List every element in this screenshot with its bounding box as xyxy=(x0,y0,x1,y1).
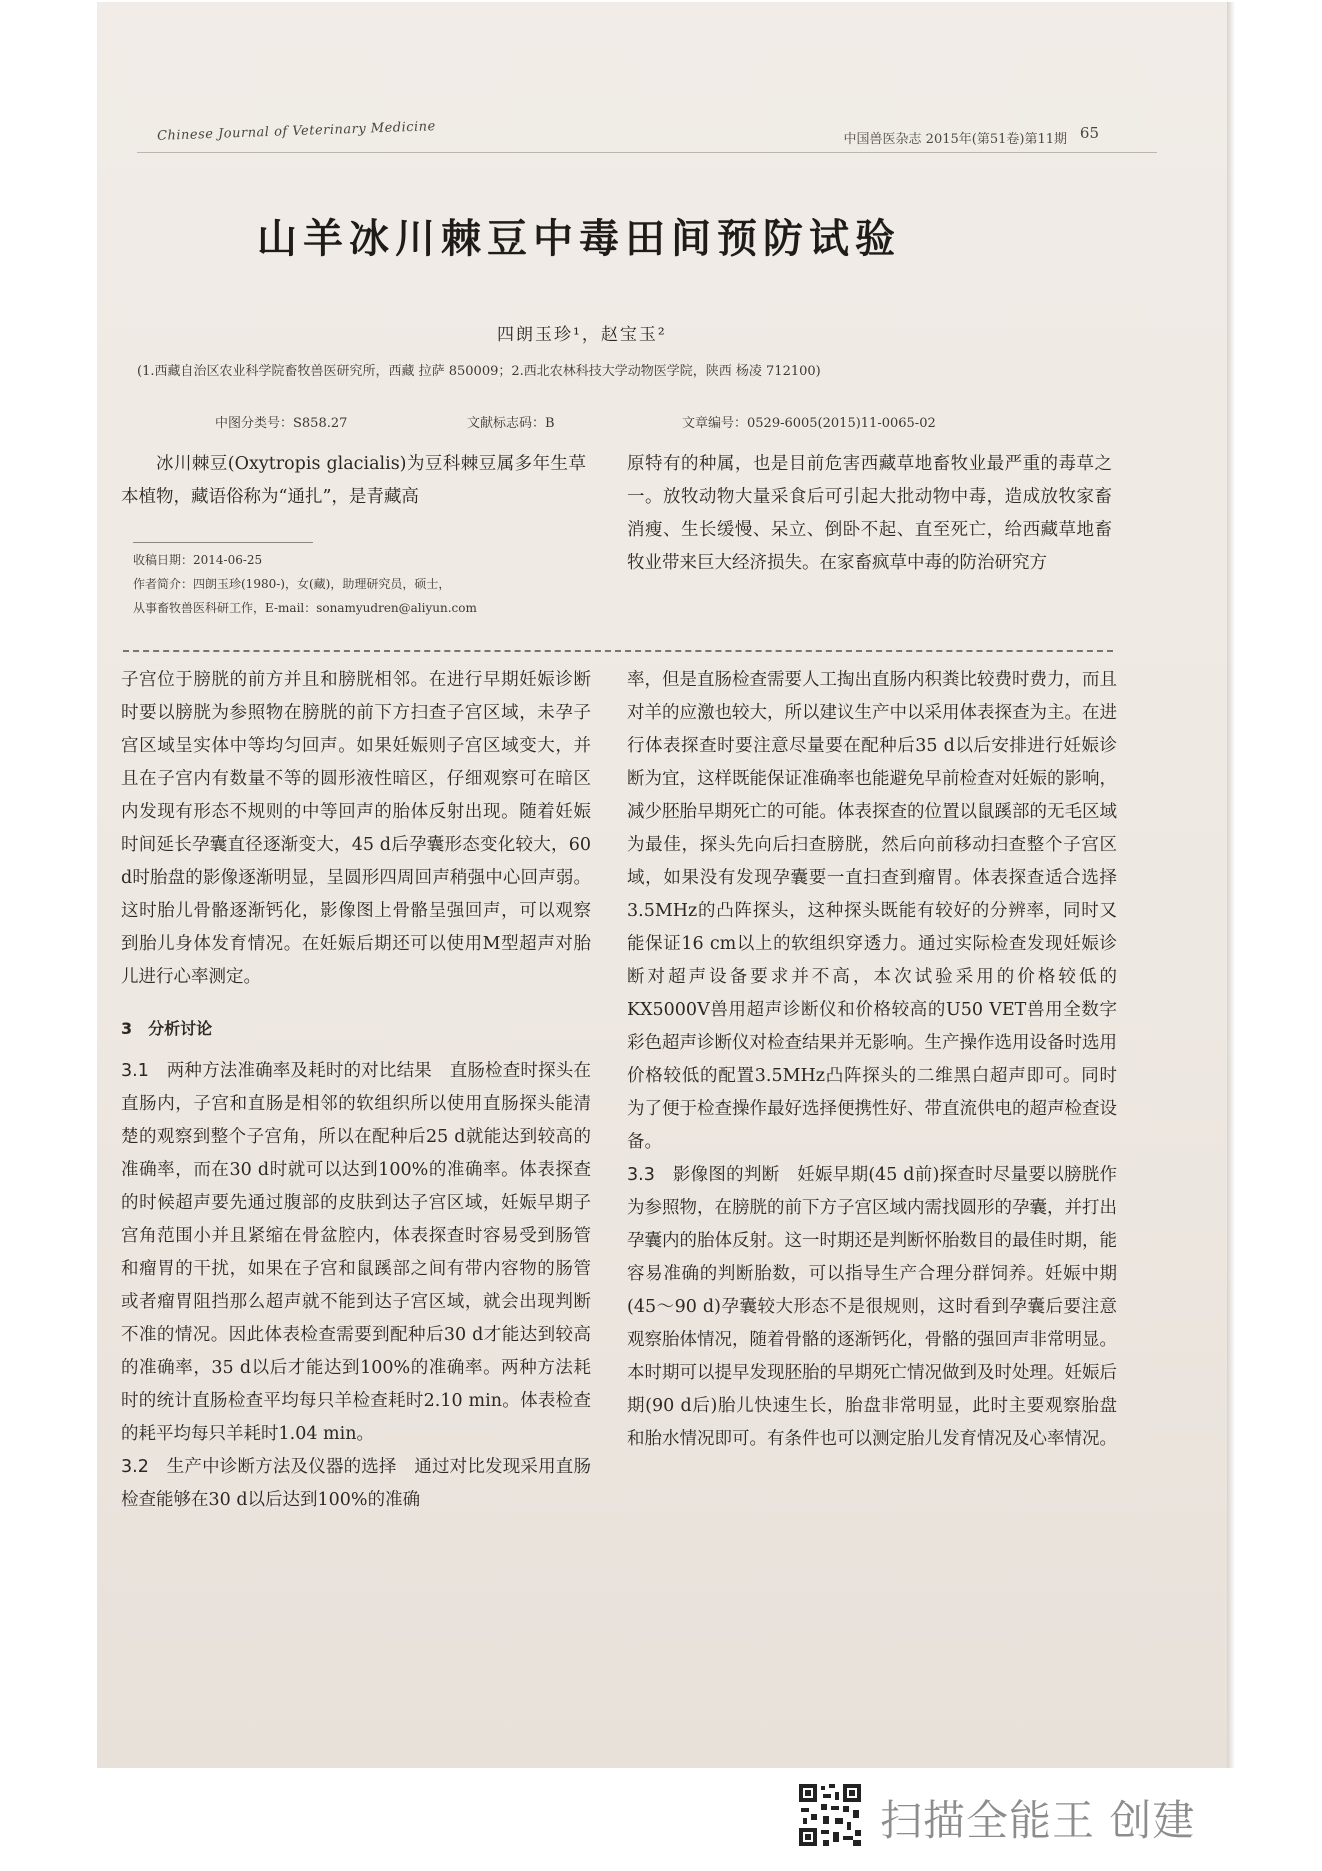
subsection-heading-3-3: 3.3 影像图的判断 xyxy=(627,1165,780,1185)
paragraph-3-3 xyxy=(627,1159,1117,1456)
left-column xyxy=(121,664,591,1517)
paragraph-3-1 xyxy=(121,1055,591,1451)
page-break-dashed-rule xyxy=(123,650,1113,652)
received-date: 收稿日期：2014-06-25 xyxy=(133,553,263,567)
scanner-watermark-text: 扫描全能王 创建 xyxy=(880,1796,1196,1845)
page-number: 65 xyxy=(1079,124,1099,142)
subsection-text-3-1: 直肠检查时探头在直肠内，子宫和直肠是相邻的软组织所以使用直肠探头能清楚的观察到整个子宫角，所以在配种后25 d就能达到较高的准确率，而在30 d时就可以达到100%的准确率。体表探查的时候超声要先通过腹部的皮肤到达子宫区域，妊娠早期子宫角范围小并且紧缩在骨盆腔内，体表探查时容易受到肠管和瘤胃的干扰，如果在子宫和鼠蹊部之间有带内容物的肠管或者瘤胃阻挡那么超声就不能到达子宫区域，就会出现判断不准的情况。因此体表检查需要到配种后30 d才能达到较高的准确率，35 d以后才能达到100%的准确率。两种方法耗时的统计直肠检查平均每只羊检查耗时2.10 min。体表检查的耗平均每只羊耗时1.04 min。 xyxy=(121,1061,591,1444)
qr-code-icon xyxy=(797,1782,863,1848)
paragraph-ultrasound-findings: 子宫位于膀胱的前方并且和膀胱相邻。在进行早期妊娠诊断时要以膀胱为参照物在膀胱的前下方扫查子宫区域，未孕子宫区域呈实体中等均匀回声。如果妊娠则子宫区域变大，并且在子宫内有数量不等的圆形液性暗区，仔细观察可在暗区内发现有形态不规则的中等回声的胎体反射出现。随着妊娠时间延长孕囊直径逐渐变大，45 d后孕囊形态变化较大，60 d时胎盘的影像逐渐明显，呈圆形四周回声稍强中心回声弱。这时胎儿骨骼逐渐钙化，影像图上骨骼呈强回声，可以观察到胎儿身体发育情况。在妊娠后期还可以使用M型超声对胎儿进行心率测定。 xyxy=(121,670,591,987)
authors: 四朗玉珍¹，赵宝玉² xyxy=(497,325,667,345)
subsection-heading-3-1: 3.1 两种方法准确率及耗时的对比结果 xyxy=(121,1061,432,1081)
footnotes xyxy=(133,542,598,620)
section-heading-3: 3 分析讨论 xyxy=(121,1019,213,1038)
header-rule xyxy=(137,152,1157,153)
document-code: 文献标志码：B xyxy=(467,416,555,431)
author-bio-line-1: 作者简介：四朗玉珍(1980-)，女(藏)，助理研究员，硕士， xyxy=(133,577,451,591)
intro-paragraph-right: 原特有的种属，也是目前危害西藏草地畜牧业最严重的毒草之一。放牧动物大量采食后可引起大批动物中毒，造成放牧家畜消瘦、生长缓慢、呆立、倒卧不起、直至死亡，给西藏草地畜牧业带来巨大经济损失。在家畜疯草中毒的防治研究方 xyxy=(627,454,1112,573)
page-edge-shadow xyxy=(1227,2,1235,1768)
article-number: 文章编号：0529-6005(2015)11-0065-02 xyxy=(682,416,936,431)
scanned-page xyxy=(97,2,1227,1768)
intro-right-column xyxy=(627,448,1112,580)
intro-paragraph-left: 冰川棘豆(Oxytropis glacialis)为豆科棘豆属多年生草本植物，藏语俗称为“通扎”，是青藏高 xyxy=(121,454,586,507)
journal-issue-info: 中国兽医杂志 2015年(第51卷)第11期 xyxy=(843,132,1067,147)
subsection-text-3-3: 妊娠早期(45 d前)探查时尽量要以膀胱作为参照物，在膀胱的前下方子宫区域内需找圆形的孕囊，并打出孕囊内的胎体反射。这一时期还是判断怀胎数目的最佳时期，能容易准确的判断胎数，可以指导生产合理分群饲养。妊娠中期(45～90 d)孕囊较大形态不是很规则，这时看到孕囊后要注意观察胎体情况，随着骨骼的逐渐钙化，骨骼的强回声非常明显。本时期可以提早发现胚胎的早期死亡情况做到及时处理。妊娠后期(90 d后)胎儿快速生长，胎盘非常明显，此时主要观察胎盘和胎水情况即可。有条件也可以测定胎儿发育情况及心率情况。 xyxy=(627,1165,1118,1449)
article-title: 山羊冰川棘豆中毒田间预防试验 xyxy=(257,216,901,262)
intro-left-column xyxy=(121,448,586,514)
paragraph-3-2-continued: 率，但是直肠检查需要人工掏出直肠内积粪比较费时费力，而且对羊的应激也较大，所以建议生产中以采用体表探查为主。在进行体表探查时要注意尽量要在配种后35 d以后安排进行妊娠诊断为宜，这样既能保证准确率也能避免早前检查对妊娠的影响，减少胚胎早期死亡的可能。体表探查的位置以鼠蹊部的无毛区域为最佳，探头先向后扫查膀胱，然后向前移动扫查整个子宫区域，如果没有发现孕囊要一直扫查到瘤胃。体表探查适合选择3.5MHz的凸阵探头，这种探头既能有较好的分辨率，同时又能保证16 cm以上的软组织穿透力。通过实际检查发现妊娠诊断对超声设备要求并不高，本次试验采用的价格较低的KX5000V兽用超声诊断仪和价格较高的U50 VET兽用全数字彩色超声诊断仪对检查结果并无影响。生产操作选用设备时选用价格较低的配置3.5MHz凸阵探头的二维黑白超声即可。同时为了便于检查操作最好选择便携性好、带直流供电的超声检查设备。 xyxy=(627,670,1117,1152)
author-bio-line-2: 从事畜牧兽医科研工作，E-mail：sonamyudren@aliyun.com xyxy=(133,601,477,615)
subsection-heading-3-2: 3.2 生产中诊断方法及仪器的选择 xyxy=(121,1457,397,1477)
journal-name-english: Chinese Journal of Veterinary Medicine xyxy=(156,119,437,144)
subsection-text-3-2: 通过对比发现采用直肠检查能够在30 d以后达到100%的准确 xyxy=(121,1457,591,1510)
clc-number: 中图分类号：S858.27 xyxy=(215,416,348,431)
paragraph-3-2 xyxy=(121,1451,591,1517)
right-column xyxy=(627,664,1117,1456)
affiliations: (1.西藏自治区农业科学院畜牧兽医研究所，西藏 拉萨 850009；2.西北农林科技大学动物医学院，陕西 杨凌 712100) xyxy=(137,364,821,379)
